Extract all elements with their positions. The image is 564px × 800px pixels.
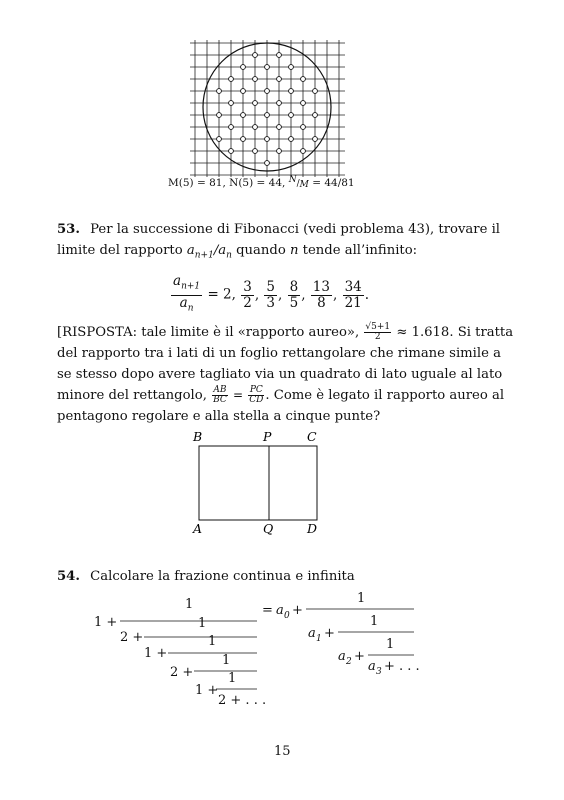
lattice-point (229, 149, 234, 154)
caption-ratio-den: M (299, 180, 309, 190)
cf-left-term4: 2 + (170, 665, 194, 680)
caption-main: M(5) = 81, N(5) = 44, (168, 177, 286, 189)
cf-right-a0: a (276, 603, 284, 618)
sequence-fraction: $\frac{8}{5}$ (289, 278, 299, 311)
lattice-point (289, 65, 294, 70)
lattice-point (301, 149, 306, 154)
cf-left-term2: 2 + (120, 630, 144, 645)
cf-left-num2: 1 (198, 616, 207, 631)
lattice-point (301, 101, 306, 106)
ratio-sequence: $\frac{a_{n+1}}{a_n}$ = 2, $\frac{3}{2}$ , $\frac{5}{3}$ , $\frac{8}{5}$ , $\frac{13}{8}$ , $\frac{34}{21}$ . (170, 274, 369, 316)
cf-left-num4: 1 (222, 653, 231, 668)
golden-rectangle-figure (185, 425, 330, 540)
lattice-point (265, 137, 270, 142)
cf-right-a3: a (368, 659, 376, 674)
cf-left-term1: 1 + (94, 615, 118, 630)
lattice-point (313, 89, 318, 94)
cf-left-term5: 1 + (195, 683, 219, 698)
lattice-point (265, 161, 270, 166)
sequence-fraction: $\frac{3}{2}$ (243, 278, 252, 311)
cf-left-term3: 1 + (144, 646, 168, 661)
cf-left-num5: 1 (228, 671, 237, 686)
label-C: C (307, 429, 317, 444)
lattice-point (253, 149, 258, 154)
lattice-point (301, 125, 306, 130)
lattice-point (301, 77, 306, 82)
problem-text-line1: Per la successione di Fibonacci (vedi problema 43), trovare il (90, 222, 501, 237)
lattice-point (253, 101, 258, 106)
caption-ratio-num: N (288, 175, 297, 185)
cf-right-plus3: + (354, 649, 365, 664)
problem-text-line2-a: limite del rapporto (57, 243, 183, 258)
lattice-point (289, 113, 294, 118)
answer-line4-b: . Come è legato il rapporto aureo al (265, 388, 505, 403)
expr-a: a (186, 243, 195, 258)
lattice-point (265, 65, 270, 70)
continued-fraction (80, 590, 440, 720)
var-n: n (289, 243, 299, 258)
cf-right-num2: 1 (370, 614, 379, 629)
ratio-eq: = 2, (207, 286, 236, 303)
sequence-fraction: $\frac{5}{3}$ (266, 278, 275, 311)
cf-right-a0-sub: 0 (284, 611, 290, 621)
cf-right-a1-sub: 1 (316, 634, 322, 644)
lattice-point (217, 137, 222, 142)
lattice-point (229, 77, 234, 82)
lattice-point (289, 89, 294, 94)
lattice-point (217, 89, 222, 94)
label-A: A (193, 521, 203, 536)
cf-right-num3: 1 (386, 637, 395, 652)
answer-line1-a: [RISPOSTA: tale limite è il «rapporto aureo», (57, 325, 360, 340)
lattice-point (277, 149, 282, 154)
lattice-point (217, 113, 222, 118)
answer-line3: se stesso dopo avere tagliato via un quadrato di lato uguale al lato (57, 367, 503, 382)
sequence-fraction: $\frac{13}{8}$ (312, 278, 330, 311)
cf-right-a2-sub: 2 (346, 657, 352, 667)
text-when: quando (231, 243, 290, 258)
cf-equals: = (262, 603, 273, 618)
lattice-point (253, 125, 258, 130)
lattice-circle-figure (190, 40, 345, 180)
lattice-point (253, 53, 258, 58)
problem-53-answer: [RISPOSTA: tale limite è il «rapporto aureo», $\frac{√5+1}{2}$ ≈ 1.618. Si tratta del rapporto tra i lati di un foglio rettangolare che rimane simile a se stesso dopo avere tagliato via un quadrato di lato uguale al lato minore del rettangolo, $\frac{AB}{BC}$ = $\frac{PC}{CD}$ . Come è legato il rapporto aureo al pentagono regolare e alla stella a cinque punte? (57, 322, 517, 427)
lattice-point (277, 125, 282, 130)
lattice-point (277, 53, 282, 58)
ab-bc-fraction: $\frac{AB}{BC}$ (213, 385, 227, 405)
cf-right-a3-sub: 3 (376, 667, 382, 677)
lattice-point (241, 137, 246, 142)
label-D: D (307, 521, 318, 536)
cf-left-num1: 1 (185, 597, 194, 612)
lattice-point (241, 113, 246, 118)
lattice-point (253, 77, 258, 82)
lattice-point (277, 101, 282, 106)
lattice-point (229, 101, 234, 106)
sequence-fraction: $\frac{34}{21}$ (344, 278, 362, 311)
cf-left-tail: 2 + . . . (218, 693, 267, 708)
label-Q: Q (263, 521, 274, 536)
cf-right-a1: a (308, 626, 316, 641)
ratio-lhs: $\frac{a_{n+1}}{a_n}$ (173, 273, 201, 314)
cf-right-plus2: + (324, 626, 335, 641)
label-P: P (263, 429, 272, 444)
lattice-point (277, 77, 282, 82)
answer-line5: pentagono regolare e alla stella a cinque punte? (57, 409, 381, 424)
pc-cd-fraction: $\frac{PC}{CD}$ (249, 385, 264, 405)
problem-53-statement (57, 219, 513, 267)
answer-line1-b: ≈ 1.618. Si tratta (396, 325, 514, 340)
lattice-point (265, 89, 270, 94)
page-number: 15 (274, 744, 291, 759)
caption-ratio-value: = 44/81 (312, 177, 355, 189)
expr-sub2: n (226, 250, 232, 261)
text-tends: tende all’infinito: (298, 243, 418, 258)
problem-number: 54. (57, 569, 80, 584)
golden-ratio-fraction: $\frac{√5+1}{2}$ (365, 322, 391, 342)
answer-line4-a: minore del rettangolo, (57, 388, 207, 403)
problem-number: 53. (57, 222, 80, 237)
cf-right-num1: 1 (357, 591, 366, 606)
lattice-point (265, 113, 270, 118)
figure-caption: M(5) = 81, N(5) = 44, N/M = 44/81 (168, 175, 355, 190)
outer-rectangle (199, 446, 317, 520)
label-B: B (193, 429, 203, 444)
lattice-point (313, 113, 318, 118)
lattice-point (241, 89, 246, 94)
cf-right-tail: + . . . (384, 659, 420, 674)
expr-mid: /a (213, 243, 227, 258)
expr-sub1: n+1 (194, 250, 214, 261)
cf-left-num3: 1 (208, 634, 217, 649)
problem-54-text: Calcolare la frazione continua e infinita (90, 569, 355, 584)
lattice-point (241, 65, 246, 70)
lattice-point (289, 137, 294, 142)
lattice-point (313, 137, 318, 142)
cf-right-plus1: + (292, 603, 303, 618)
problem-54-statement (57, 566, 355, 587)
cf-right-a2: a (338, 649, 346, 664)
lattice-point (229, 125, 234, 130)
answer-line2: del rapporto tra i lati di un foglio rettangolare che rimane simile a (57, 346, 501, 361)
